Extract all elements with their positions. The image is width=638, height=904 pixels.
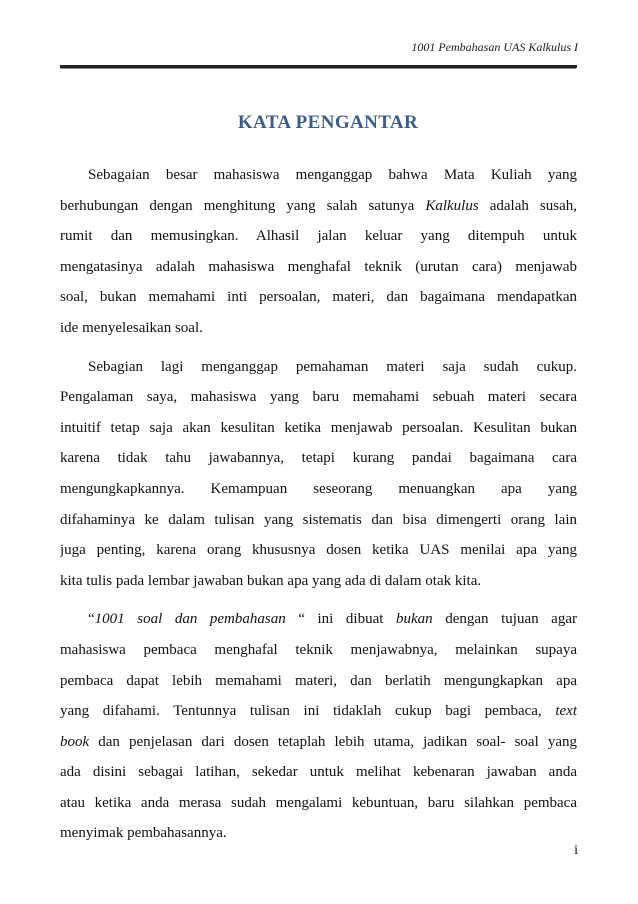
text-line: berhubungan dengan menghitung yang salah satunya Kalkulus adalah susah, xyxy=(60,197,577,214)
emphasis-text: text xyxy=(555,703,577,720)
paragraph-2 xyxy=(60,352,577,597)
text-line: ada disini sebagai latihan, sekedar untuk melihat kebenaran jawaban anda xyxy=(60,764,577,781)
text-line: mahasiswa pembaca menghafal teknik menjawabnya, melainkan supaya xyxy=(60,641,577,658)
text-line: difahaminya ke dalam tulisan yang sistematis dan bisa dimengerti orang lain xyxy=(60,511,577,528)
text-line: Sebagian lagi menganggap pemahaman materi saja sudah cukup. xyxy=(88,358,577,375)
text-line: intuitif tetap saja akan kesulitan ketika menjawab persoalan. Kesulitan bukan xyxy=(60,419,577,436)
text-line: yang difahami. Tentunnya tulisan ini tidaklah cukup bagi pembaca, text xyxy=(60,703,577,720)
page-title: KATA PENGANTAR xyxy=(237,112,419,133)
paragraph-1 xyxy=(60,160,577,344)
text-line: soal, bukan memahami inti persoalan, materi, dan bagaimana mendapatkan xyxy=(60,289,577,306)
text-line: mengungkapkannya. Kemampuan seseorang menuangkan apa yang xyxy=(60,480,577,497)
text-line: “1001 soal dan pembahasan “ ini dibuat bukan dengan tujuan agar xyxy=(88,611,577,628)
text-line: rumit dan memusingkan. Alhasil jalan keluar yang ditempuh untuk xyxy=(60,228,577,245)
text-line: juga penting, karena orang khususnya dosen ketika UAS menilai apa yang xyxy=(60,542,577,559)
text-line: pembaca dapat lebih memahami materi, dan berlatih mengungkapkan apa xyxy=(60,672,577,689)
text-line: karena tidak tahu jawabannya, tetapi kurang pandai bagaimana cara xyxy=(60,450,577,467)
text-line: mengatasinya adalah mahasiswa menghafal teknik (urutan cara) menjawab xyxy=(60,258,577,275)
running-header: 1001 Pembahasan UAS Kalkulus I xyxy=(411,40,578,54)
emphasis-text: book xyxy=(60,733,90,750)
text-line: ide menyelesaikan soal. xyxy=(60,319,203,336)
header-rule xyxy=(60,65,577,68)
emphasis-text: bukan xyxy=(395,611,433,628)
text-line: menyimak pembahasannya. xyxy=(60,825,227,842)
text-line: Sebagaian besar mahasiswa menganggap bahwa Mata Kuliah yang xyxy=(88,167,577,183)
page-number: i xyxy=(574,843,578,858)
text-line: kita tulis pada lembar jawaban bukan apa yang ada di dalam otak kita. xyxy=(60,572,482,589)
emphasis-text: 1001 soal dan pembahasan xyxy=(94,611,286,628)
text-line: atau ketika anda merasa sudah mengalami kebuntuan, baru silahkan pembaca xyxy=(60,794,577,811)
emphasis-text: Kalkulus xyxy=(425,197,479,214)
text-line: book dan penjelasan dari dosen tetaplah lebih utama, jadikan soal- soal yang xyxy=(60,733,577,750)
paragraph-3 xyxy=(60,604,577,849)
text-line: Pengalaman saya, mahasiswa yang baru memahami sebuah materi secara xyxy=(60,389,577,406)
body-text xyxy=(60,160,577,849)
